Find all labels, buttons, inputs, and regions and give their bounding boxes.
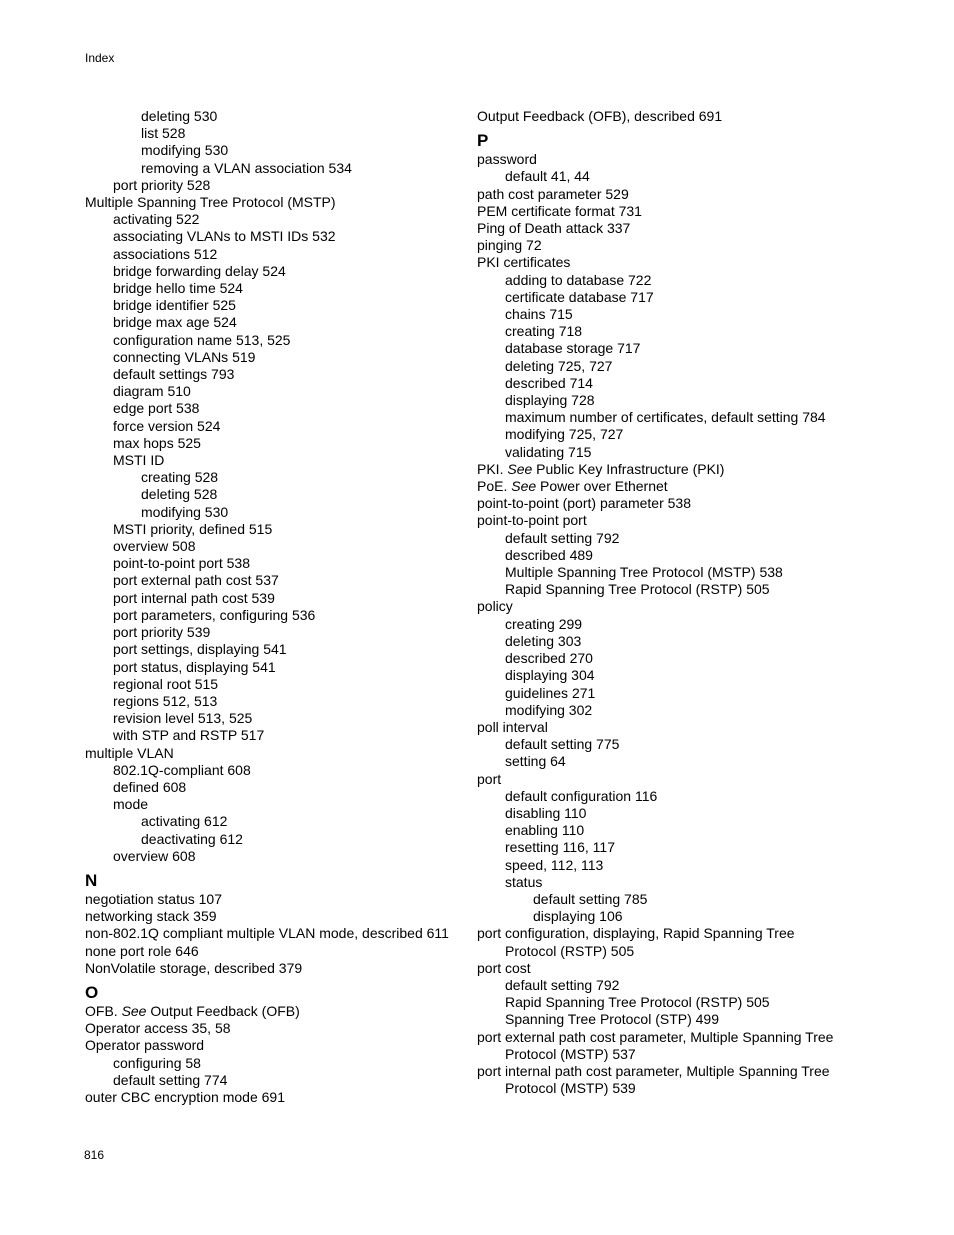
index-entry: PKI certificates [477, 254, 571, 271]
index-subentry: modifying 530 [141, 142, 229, 159]
index-subentry: setting 64 [505, 753, 566, 770]
index-subentry: default setting 775 [505, 736, 620, 753]
index-subentry: bridge max age 524 [113, 314, 237, 331]
index-entry: port cost [477, 959, 531, 976]
index-entry: pinging 72 [477, 237, 542, 254]
page-number: 816 [84, 1148, 105, 1162]
see-reference: See [511, 478, 537, 495]
index-entry: none port role 646 [85, 942, 199, 959]
index-subentry: Spanning Tree Protocol (STP) 499 [505, 1011, 720, 1028]
index-subentry: force version 524 [113, 417, 221, 434]
see-reference: See [507, 460, 533, 477]
index-entry: negotiation status 107 [85, 890, 222, 907]
index-entry: point-to-point port [477, 512, 587, 529]
index-entry [477, 461, 877, 478]
index-entry: password [477, 151, 537, 168]
index-subentry: deleting 528 [141, 486, 218, 503]
index-subentry: speed, 112, 113 [505, 856, 604, 873]
index-letter-heading: P [477, 131, 489, 151]
index-subentry: revision level 513, 525 [113, 710, 253, 727]
index-subentry: database storage 717 [505, 340, 641, 357]
see-reference: See [121, 1002, 147, 1019]
index-entry: PEM certificate format 731 [477, 202, 642, 219]
index-subentry: disabling 110 [505, 804, 587, 821]
index-subentry: bridge identifier 525 [113, 297, 236, 314]
index-subentry: default setting 774 [113, 1071, 228, 1088]
index-subentry: Rapid Spanning Tree Protocol (RSTP) 505 [505, 581, 770, 598]
index-subentry: validating 715 [505, 443, 592, 460]
index-subentry: activating 522 [113, 211, 200, 228]
index-subentry: regional root 515 [113, 675, 219, 692]
see-target: Public Key Infrastructure (PKI) [532, 460, 725, 477]
index-subentry: Protocol (MSTP) 537 [505, 1045, 636, 1062]
index-subentry: associations 512 [113, 245, 218, 262]
index-entry: Operator access 35, 58 [85, 1020, 231, 1037]
index-subentry: associating VLANs to MSTI IDs 532 [113, 228, 336, 245]
index-subentry: Rapid Spanning Tree Protocol (RSTP) 505 [505, 994, 770, 1011]
index-subentry: max hops 525 [113, 434, 201, 451]
index-subentry: displaying 304 [505, 667, 595, 684]
index-subentry: deleting 530 [141, 108, 218, 124]
index-letter-heading: O [85, 982, 99, 1002]
see-target: Power over Ethernet [536, 478, 668, 495]
index-entry [85, 1003, 465, 1020]
index-entry [477, 478, 877, 495]
index-subentry: 802.1Q-compliant 608 [113, 761, 251, 778]
index-subentry: adding to database 722 [505, 271, 652, 288]
index-subentry: with STP and RSTP 517 [113, 727, 265, 744]
entry-text: PKI. [477, 460, 508, 477]
index-subentry: guidelines 271 [505, 684, 596, 701]
index-subentry: connecting VLANs 519 [113, 348, 256, 365]
index-subentry: Protocol (RSTP) 505 [505, 942, 635, 959]
index-subentry: port external path cost 537 [113, 572, 279, 589]
index-subentry: modifying 302 [505, 701, 593, 718]
see-target: Output Feedback (OFB) [146, 1002, 300, 1019]
index-subentry: deactivating 612 [141, 830, 243, 847]
index-subentry: removing a VLAN association 534 [141, 159, 352, 176]
index-subentry: edge port 538 [113, 400, 200, 417]
index-subentry: creating 528 [141, 469, 219, 486]
index-subentry: modifying 530 [141, 503, 229, 520]
index-subentry: port status, displaying 541 [113, 658, 276, 675]
index-entry: networking stack 359 [85, 908, 217, 925]
index-entry: port [477, 770, 502, 787]
index-entry: non-802.1Q compliant multiple VLAN mode, described 611 [85, 925, 449, 942]
index-subentry: configuring 58 [113, 1054, 201, 1071]
index-subentry: configuration name 513, 525 [113, 331, 291, 348]
index-subentry: regions 512, 513 [113, 692, 218, 709]
index-subentry: overview 608 [113, 847, 196, 864]
index-subentry: port internal path cost 539 [113, 589, 275, 606]
index-subentry: point-to-point port 538 [113, 555, 250, 572]
index-subentry: port parameters, configuring 536 [113, 606, 316, 623]
index-subentry: port settings, displaying 541 [113, 641, 287, 658]
index-subentry: MSTI priority, defined 515 [113, 520, 273, 537]
index-subentry: MSTI ID [113, 452, 165, 469]
index-subentry: activating 612 [141, 813, 228, 830]
index-subentry: default configuration 116 [505, 787, 658, 804]
index-entry: Output Feedback (OFB), described 691 [477, 108, 723, 124]
index-subentry: default setting 792 [505, 976, 620, 993]
index-letter-heading: N [85, 870, 98, 890]
index-subentry: described 489 [505, 546, 593, 563]
index-subentry: overview 508 [113, 538, 196, 555]
index-subentry: described 270 [505, 650, 593, 667]
index-subentry: defined 608 [113, 778, 187, 795]
index-subentry: port priority 528 [113, 176, 211, 193]
index-entry: Ping of Death attack 337 [477, 220, 631, 237]
index-entry: port internal path cost parameter, Multiple Spanning Tree [477, 1062, 830, 1079]
index-entry: port external path cost parameter, Multiple Spanning Tree [477, 1028, 834, 1045]
index-entry: multiple VLAN [85, 744, 174, 761]
index-subentry: maximum number of certificates, default setting 784 [505, 409, 826, 426]
index-subentry: chains 715 [505, 306, 573, 323]
entry-text: PoE. [477, 478, 512, 495]
index-subentry: deleting 303 [505, 632, 582, 649]
index-entry: port configuration, displaying, Rapid Spanning Tree [477, 925, 795, 942]
index-subentry: displaying 728 [505, 392, 595, 409]
index-entry: NonVolatile storage, described 379 [85, 959, 303, 976]
index-subentry: list 528 [141, 125, 186, 142]
index-subentry: certificate database 717 [505, 288, 654, 305]
index-subentry: creating 718 [505, 323, 583, 340]
index-entry: policy [477, 598, 513, 615]
index-subentry: Multiple Spanning Tree Protocol (MSTP) 538 [505, 564, 783, 581]
index-subentry: default setting 785 [533, 890, 648, 907]
entry-text: OFB. [85, 1002, 122, 1019]
index-column-right [477, 108, 877, 1097]
index-subentry: enabling 110 [505, 822, 585, 839]
index-entry: poll interval [477, 718, 548, 735]
index-subentry: Protocol (MSTP) 539 [505, 1080, 636, 1097]
index-subentry: mode [113, 796, 149, 813]
index-subentry: port priority 539 [113, 624, 211, 641]
index-subentry: resetting 116, 117 [505, 839, 616, 856]
index-subentry: status [505, 873, 543, 890]
index-subentry: default 41, 44 [505, 168, 590, 185]
index-entry: path cost parameter 529 [477, 185, 629, 202]
index-subentry: creating 299 [505, 615, 583, 632]
index-subentry: default settings 793 [113, 366, 235, 383]
index-subentry: modifying 725, 727 [505, 426, 624, 443]
index-subentry: default setting 792 [505, 529, 620, 546]
running-header: Index [85, 51, 115, 65]
index-subentry: bridge forwarding delay 524 [113, 262, 286, 279]
index-subentry: deleting 725, 727 [505, 357, 613, 374]
index-subentry: diagram 510 [113, 383, 191, 400]
index-entry: Operator password [85, 1037, 205, 1054]
index-entry: outer CBC encryption mode 691 [85, 1088, 285, 1105]
index-subentry: displaying 106 [533, 908, 623, 925]
index-column-left [85, 108, 465, 1106]
index-entry: point-to-point (port) parameter 538 [477, 495, 691, 512]
index-subentry: bridge hello time 524 [113, 280, 243, 297]
index-subentry: described 714 [505, 374, 593, 391]
index-entry: Multiple Spanning Tree Protocol (MSTP) [85, 194, 336, 211]
